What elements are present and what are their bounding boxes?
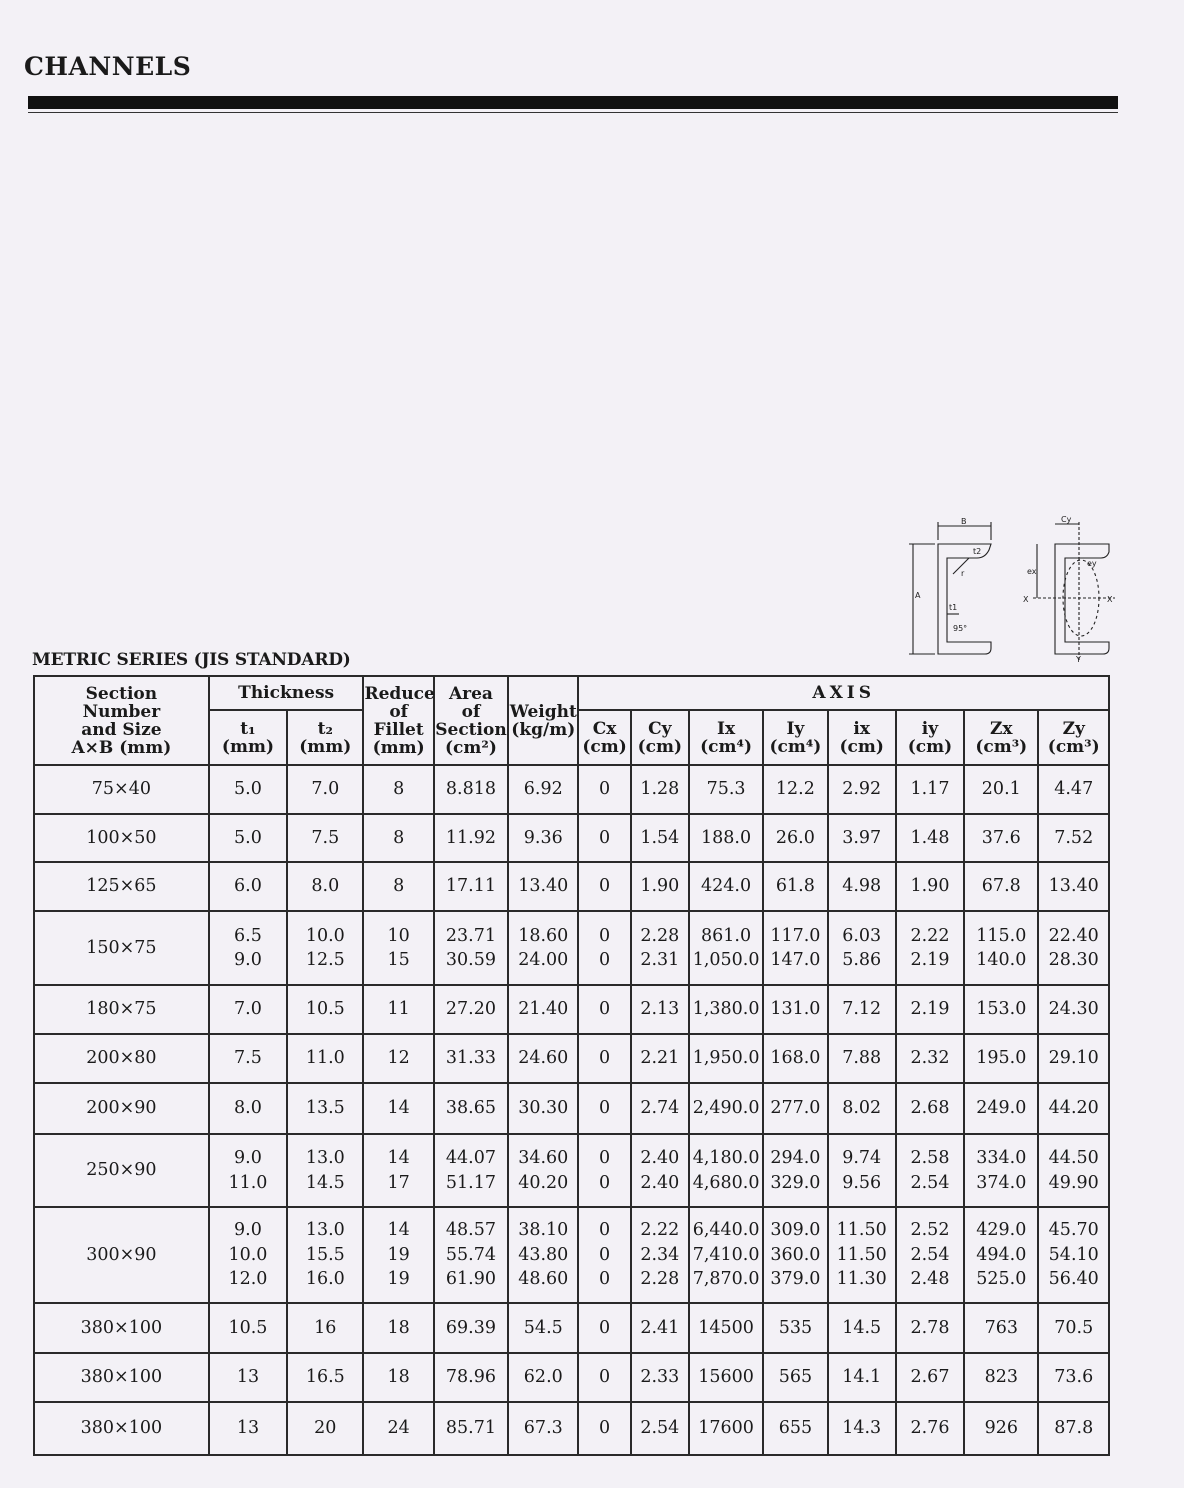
cell-ix: 14.1 — [828, 1353, 896, 1402]
cell-zy: 44.50 49.90 — [1038, 1134, 1109, 1207]
cell-cy: 2.41 — [631, 1303, 689, 1353]
cell-cy: 1.54 — [631, 814, 689, 862]
cell-iy: 168.0 — [763, 1034, 827, 1083]
cell-iy: 655 — [763, 1402, 827, 1455]
cell-iy: 2.32 — [896, 1034, 964, 1083]
cell-iy: 2.19 — [896, 985, 964, 1034]
diagram-label-a: A — [915, 591, 921, 600]
page-title: CHANNELS — [24, 52, 192, 81]
cell-ix: 4,180.0 4,680.0 — [689, 1134, 763, 1207]
table-row — [34, 814, 1109, 862]
cell-section-size: 180×75 — [34, 985, 209, 1034]
header-section: Section Number and Size A×B (mm) — [34, 676, 209, 765]
cell-ix: 2,490.0 — [689, 1083, 763, 1134]
cell-t2: 7.5 — [287, 814, 363, 862]
cell-weight: 21.40 — [508, 985, 578, 1034]
cell-cx: 0 — [578, 1303, 630, 1353]
cell-weight: 67.3 — [508, 1402, 578, 1455]
cell-cy: 2.40 2.40 — [631, 1134, 689, 1207]
cell-area: 69.39 — [434, 1303, 508, 1353]
cell-iy: 2.78 — [896, 1303, 964, 1353]
cell-iy: 309.0 360.0 379.0 — [763, 1207, 827, 1303]
diagram-label-ex: ex — [1027, 567, 1037, 576]
table-row — [34, 1353, 1109, 1402]
cell-ix: 861.0 1,050.0 — [689, 911, 763, 985]
header-thickness: Thickness — [209, 676, 364, 710]
cell-ix: 1,950.0 — [689, 1034, 763, 1083]
cell-ix: 11.50 11.50 11.30 — [828, 1207, 896, 1303]
cell-weight: 62.0 — [508, 1353, 578, 1402]
cell-zx: 20.1 — [964, 765, 1038, 814]
cell-t2: 10.0 12.5 — [287, 911, 363, 985]
cell-weight: 54.5 — [508, 1303, 578, 1353]
cell-iy: 2.76 — [896, 1402, 964, 1455]
diagram-label-t2: t2 — [973, 547, 982, 556]
cell-t2: 8.0 — [287, 862, 363, 911]
table-row — [34, 765, 1109, 814]
cell-zy: 4.47 — [1038, 765, 1109, 814]
cell-iy: 117.0 147.0 — [763, 911, 827, 985]
cell-ix: 14.5 — [828, 1303, 896, 1353]
cell-ix: 14500 — [689, 1303, 763, 1353]
cell-cy: 2.74 — [631, 1083, 689, 1134]
cell-iy: 2.22 2.19 — [896, 911, 964, 985]
diagram-label-cy: Cy — [1061, 515, 1072, 524]
cell-weight: 34.60 40.20 — [508, 1134, 578, 1207]
cell-area: 44.07 51.17 — [434, 1134, 508, 1207]
cell-cx: 0 — [578, 1353, 630, 1402]
cell-section-size: 380×100 — [34, 1303, 209, 1353]
cell-fillet: 8 — [363, 814, 433, 862]
cell-zx: 926 — [964, 1402, 1038, 1455]
cell-t2: 7.0 — [287, 765, 363, 814]
cell-cx: 0 0 0 — [578, 1207, 630, 1303]
cell-ix: 7.88 — [828, 1034, 896, 1083]
cell-ix: 6,440.0 7,410.0 7,870.0 — [689, 1207, 763, 1303]
table-row — [34, 1134, 1109, 1207]
cell-fillet: 8 — [363, 765, 433, 814]
cell-zx: 153.0 — [964, 985, 1038, 1034]
cell-ix: 9.74 9.56 — [828, 1134, 896, 1207]
cell-ix: 188.0 — [689, 814, 763, 862]
cell-cx: 0 0 — [578, 911, 630, 985]
cell-iy: 26.0 — [763, 814, 827, 862]
cell-section-size: 125×65 — [34, 862, 209, 911]
cell-t1: 9.0 10.0 12.0 — [209, 1207, 287, 1303]
header-t2: t₂ (mm) — [287, 710, 363, 765]
diagram-label-x-left: X — [1023, 595, 1029, 604]
cell-zx: 37.6 — [964, 814, 1038, 862]
cell-area: 38.65 — [434, 1083, 508, 1134]
cell-weight: 38.10 43.80 48.60 — [508, 1207, 578, 1303]
cell-zy: 73.6 — [1038, 1353, 1109, 1402]
cell-cx: 0 — [578, 1034, 630, 1083]
diagram-label-b: B — [961, 517, 967, 526]
cell-section-size: 380×100 — [34, 1353, 209, 1402]
cell-fillet: 18 — [363, 1303, 433, 1353]
cell-weight: 9.36 — [508, 814, 578, 862]
cell-cx: 0 — [578, 1083, 630, 1134]
table-row — [34, 1402, 1109, 1455]
header-ix-radius: ix (cm) — [828, 710, 896, 765]
cell-weight: 18.60 24.00 — [508, 911, 578, 985]
cell-t1: 8.0 — [209, 1083, 287, 1134]
cell-zy: 13.40 — [1038, 862, 1109, 911]
cell-cx: 0 — [578, 985, 630, 1034]
cell-t1: 13 — [209, 1402, 287, 1455]
series-caption: METRIC SERIES (JIS STANDARD) — [32, 650, 351, 670]
table-row — [34, 1034, 1109, 1083]
header-cx: Cx (cm) — [578, 710, 630, 765]
cell-fillet: 14 — [363, 1083, 433, 1134]
cell-zy: 29.10 — [1038, 1034, 1109, 1083]
table-row — [34, 1083, 1109, 1134]
cell-section-size: 75×40 — [34, 765, 209, 814]
diagram-label-r: r — [961, 569, 965, 578]
cell-ix: 6.03 5.86 — [828, 911, 896, 985]
cell-zx: 429.0 494.0 525.0 — [964, 1207, 1038, 1303]
diagram-label-y: Y — [1076, 655, 1081, 664]
header-iy-radius: iy (cm) — [896, 710, 964, 765]
cell-ix: 3.97 — [828, 814, 896, 862]
table-row — [34, 911, 1109, 985]
header-iy-moment: Iy (cm⁴) — [763, 710, 827, 765]
diagram-label-t1: t1 — [949, 603, 958, 612]
cell-zy: 45.70 54.10 56.40 — [1038, 1207, 1109, 1303]
cell-ix: 15600 — [689, 1353, 763, 1402]
cell-t1: 6.0 — [209, 862, 287, 911]
table-row — [34, 1303, 1109, 1353]
cell-zy: 24.30 — [1038, 985, 1109, 1034]
cell-section-size: 100×50 — [34, 814, 209, 862]
cell-cy: 2.13 — [631, 985, 689, 1034]
cell-ix: 1,380.0 — [689, 985, 763, 1034]
cell-section-size: 200×80 — [34, 1034, 209, 1083]
diagram-label-ey: ey — [1087, 559, 1097, 568]
cell-section-size: 250×90 — [34, 1134, 209, 1207]
cell-t2: 11.0 — [287, 1034, 363, 1083]
header-cy: Cy (cm) — [631, 710, 689, 765]
cell-zy: 70.5 — [1038, 1303, 1109, 1353]
cell-t2: 13.5 — [287, 1083, 363, 1134]
header-zy: Zy (cm³) — [1038, 710, 1109, 765]
header-reduce-of-fillet: Reduce of Fillet (mm) — [363, 676, 433, 765]
header-axis: AXIS — [578, 676, 1109, 710]
cell-ix: 2.92 — [828, 765, 896, 814]
cell-cx: 0 — [578, 765, 630, 814]
cell-iy: 12.2 — [763, 765, 827, 814]
diagram-label-angle: 95° — [953, 624, 968, 633]
cell-t1: 13 — [209, 1353, 287, 1402]
cell-section-size: 380×100 — [34, 1402, 209, 1455]
cell-area: 23.71 30.59 — [434, 911, 508, 985]
cell-area: 17.11 — [434, 862, 508, 911]
cell-t1: 7.0 — [209, 985, 287, 1034]
cell-zx: 249.0 — [964, 1083, 1038, 1134]
cell-section-size: 200×90 — [34, 1083, 209, 1134]
cell-iy: 61.8 — [763, 862, 827, 911]
cell-area: 8.818 — [434, 765, 508, 814]
cell-weight: 30.30 — [508, 1083, 578, 1134]
cell-area: 11.92 — [434, 814, 508, 862]
cell-t1: 9.0 11.0 — [209, 1134, 287, 1207]
cell-ix: 424.0 — [689, 862, 763, 911]
cell-iy: 2.52 2.54 2.48 — [896, 1207, 964, 1303]
cell-iy: 1.90 — [896, 862, 964, 911]
cell-t1: 7.5 — [209, 1034, 287, 1083]
cell-ix: 8.02 — [828, 1083, 896, 1134]
cell-cy: 2.22 2.34 2.28 — [631, 1207, 689, 1303]
header-zx: Zx (cm³) — [964, 710, 1038, 765]
cell-area: 31.33 — [434, 1034, 508, 1083]
cell-weight: 13.40 — [508, 862, 578, 911]
cell-zx: 763 — [964, 1303, 1038, 1353]
cell-t2: 13.0 15.5 16.0 — [287, 1207, 363, 1303]
table-row — [34, 862, 1109, 911]
cell-zy: 87.8 — [1038, 1402, 1109, 1455]
cell-iy: 535 — [763, 1303, 827, 1353]
cell-weight: 24.60 — [508, 1034, 578, 1083]
cell-zy: 22.40 28.30 — [1038, 911, 1109, 985]
cell-cy: 2.54 — [631, 1402, 689, 1455]
cell-ix: 7.12 — [828, 985, 896, 1034]
cell-t1: 6.5 9.0 — [209, 911, 287, 985]
cell-fillet: 18 — [363, 1353, 433, 1402]
cell-iy: 131.0 — [763, 985, 827, 1034]
cell-cy: 1.90 — [631, 862, 689, 911]
cell-area: 78.96 — [434, 1353, 508, 1402]
cell-iy: 2.67 — [896, 1353, 964, 1402]
header-area-of-section: Area of Section (cm²) — [434, 676, 508, 765]
header-ix-moment: Ix (cm⁴) — [689, 710, 763, 765]
cell-t1: 5.0 — [209, 814, 287, 862]
cell-section-size: 150×75 — [34, 911, 209, 985]
cell-zx: 67.8 — [964, 862, 1038, 911]
cell-area: 48.57 55.74 61.90 — [434, 1207, 508, 1303]
cell-t2: 16.5 — [287, 1353, 363, 1402]
header-weight: Weight (kg/m) — [508, 676, 578, 765]
cell-iy: 294.0 329.0 — [763, 1134, 827, 1207]
table-row — [34, 985, 1109, 1034]
cell-fillet: 10 15 — [363, 911, 433, 985]
cell-fillet: 8 — [363, 862, 433, 911]
cell-ix: 4.98 — [828, 862, 896, 911]
channel-section-diagram — [905, 514, 1115, 664]
cell-iy: 2.68 — [896, 1083, 964, 1134]
table-row — [34, 1207, 1109, 1303]
cell-fillet: 12 — [363, 1034, 433, 1083]
cell-zy: 7.52 — [1038, 814, 1109, 862]
cell-cx: 0 0 — [578, 1134, 630, 1207]
cell-zx: 334.0 374.0 — [964, 1134, 1038, 1207]
cell-t2: 10.5 — [287, 985, 363, 1034]
cell-t2: 13.0 14.5 — [287, 1134, 363, 1207]
cell-t1: 5.0 — [209, 765, 287, 814]
cell-cy: 2.21 — [631, 1034, 689, 1083]
cell-ix: 75.3 — [689, 765, 763, 814]
cell-cx: 0 — [578, 862, 630, 911]
cell-zx: 195.0 — [964, 1034, 1038, 1083]
spec-table-body — [34, 765, 1109, 1455]
title-bar-divider — [28, 96, 1118, 109]
cell-t2: 20 — [287, 1402, 363, 1455]
diagram-label-x-right: X — [1107, 595, 1113, 604]
cell-iy: 565 — [763, 1353, 827, 1402]
cell-fillet: 14 17 — [363, 1134, 433, 1207]
cell-section-size: 300×90 — [34, 1207, 209, 1303]
cell-iy: 1.48 — [896, 814, 964, 862]
cell-iy: 1.17 — [896, 765, 964, 814]
cell-ix: 17600 — [689, 1402, 763, 1455]
title-thin-rule — [28, 112, 1118, 113]
cell-fillet: 11 — [363, 985, 433, 1034]
cell-weight: 6.92 — [508, 765, 578, 814]
cell-cy: 2.33 — [631, 1353, 689, 1402]
cell-zy: 44.20 — [1038, 1083, 1109, 1134]
cell-t2: 16 — [287, 1303, 363, 1353]
cell-zx: 823 — [964, 1353, 1038, 1402]
cell-cy: 1.28 — [631, 765, 689, 814]
cell-area: 27.20 — [434, 985, 508, 1034]
cell-zx: 115.0 140.0 — [964, 911, 1038, 985]
cell-t1: 10.5 — [209, 1303, 287, 1353]
cell-cx: 0 — [578, 814, 630, 862]
channels-spec-table — [33, 675, 1110, 1456]
cell-ix: 14.3 — [828, 1402, 896, 1455]
cell-iy: 2.58 2.54 — [896, 1134, 964, 1207]
cell-iy: 277.0 — [763, 1083, 827, 1134]
header-t1: t₁ (mm) — [209, 710, 287, 765]
cell-cx: 0 — [578, 1402, 630, 1455]
cell-area: 85.71 — [434, 1402, 508, 1455]
cell-fillet: 24 — [363, 1402, 433, 1455]
cell-fillet: 14 19 19 — [363, 1207, 433, 1303]
cell-cy: 2.28 2.31 — [631, 911, 689, 985]
